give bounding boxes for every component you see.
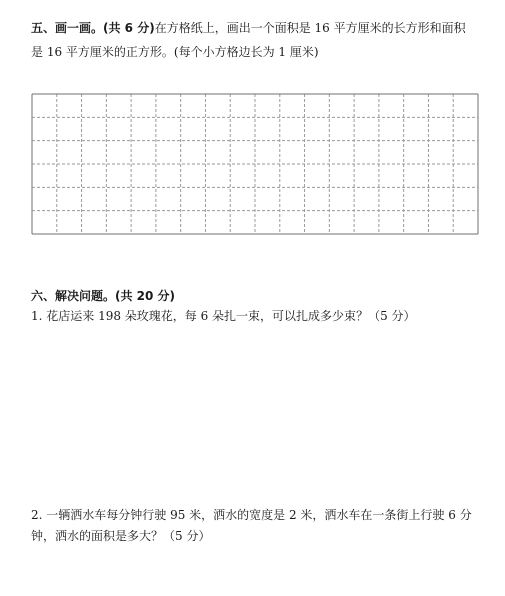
section-6-heading: 六、解决问题。(共 20 分): [31, 289, 176, 303]
square-grid-paper[interactable]: [31, 93, 479, 235]
question-1: 1. 花店运来 198 朵玫瑰花，每 6 朵扎一束，可以扎成多少束？（5 分）: [31, 309, 416, 323]
section-5-instruction-part-1: 在方格纸上，画出一个面积是 16 平方厘米的长方形和面积: [154, 21, 466, 35]
question-2-line-1: 2. 一辆洒水车每分钟行驶 95 米，洒水的宽度是 2 米，洒水车在一条街上行驶 6 分: [31, 508, 472, 522]
section-5-heading: 五、画一画。(共 6 分): [31, 21, 155, 35]
section-5-instruction-part-2: 是 16 平方厘米的正方形。(每个小方格边长为 1 厘米): [31, 45, 319, 59]
question-2-line-2: 钟，洒水的面积是多大？（5 分）: [31, 529, 211, 543]
section-5-line-1: [31, 20, 466, 36]
